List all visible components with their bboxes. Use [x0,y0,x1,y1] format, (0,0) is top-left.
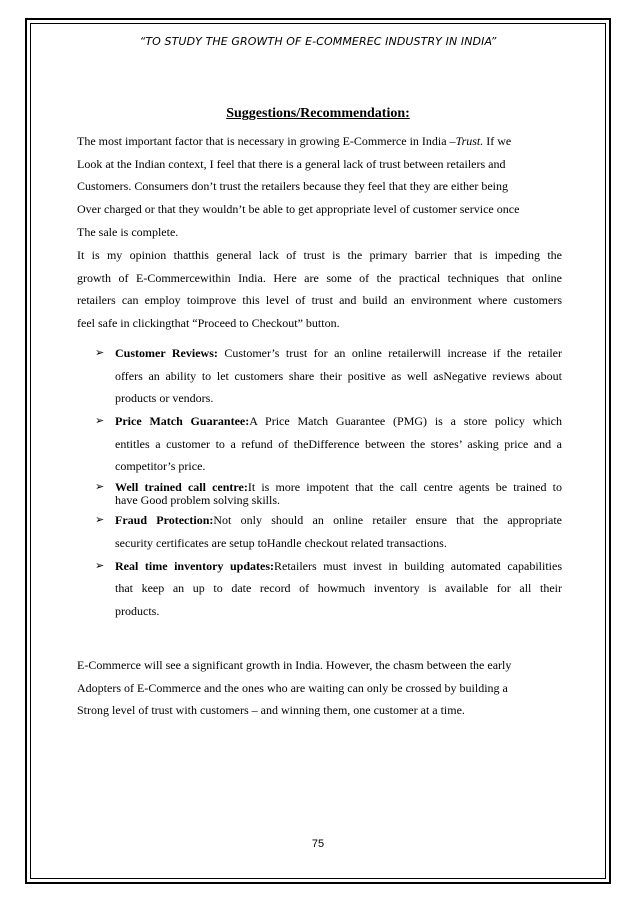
conclusion-paragraph [77,654,562,722]
intro-line: Customers. Consumers don’t trust the retailers because they feel that they are either being [77,179,508,194]
intro-line: Look at the Indian context, I feel that there is a general lack of trust between retailers and [77,156,506,171]
list-item-line: offers an ability to let customers share their positive as well asNegative reviews about [115,368,562,383]
arrow-bullet-icon: ➢ [95,514,105,527]
running-header: “TO STUDY THE GROWTH OF E-COMMEREC INDUSTRY IN INDIA” [139,35,497,48]
list-item-line: security certificates are setup toHandle checkout related transactions. [115,535,447,550]
list-item-inventory-updates [95,555,562,623]
arrow-bullet-icon: ➢ [95,481,105,494]
intro-line: The sale is complete. [77,224,179,239]
intro-line: The most important factor that is necessary in growing E-Commerce in India –Trust. If we [77,134,512,148]
list-item-line: competitor’s price. [115,459,206,474]
list-item-fraud-protection [95,509,562,554]
list-item-line: Fraud Protection:Not only should an online retailer ensure that the appropriate [115,513,562,528]
list-item-price-match [95,410,562,478]
opinion-line: feel safe in clickingthat “Proceed to Checkout” button. [77,316,340,331]
conclusion-line: Strong level of trust with customers – and winning them, one customer at a time. [77,703,465,718]
list-item-line: entitles a customer to a refund of theDifference between the stores’ asking price and a [115,436,562,451]
intro-paragraph [77,130,562,243]
list-item-line: products. [115,603,160,618]
opinion-line: retailers can employ toimprove this level of trust and build an environment where customers [77,293,562,308]
page-number: 75 [311,838,325,850]
opinion-line: growth of E-Commercewithin India. Here are some of the practical techniques that online [77,270,562,285]
recommendation-list [95,342,562,623]
conclusion-line: E-Commerce will see a significant growth in India. However, the chasm between the early [77,658,512,672]
opinion-paragraph [77,244,562,335]
arrow-bullet-icon: ➢ [95,347,105,359]
section-heading: Suggestions/Recommendation: [226,106,410,121]
list-item-line: products or vendors. [115,391,214,406]
arrow-bullet-icon: ➢ [95,559,105,572]
intro-line: Over charged or that they wouldn’t be able to get appropriate level of customer service once [77,202,520,217]
list-item-line: have Good problem solving skills. [115,494,280,508]
list-item-line: Customer Reviews: Customer’s trust for an online retailerwill increase if the retailer [115,346,562,360]
list-item-call-centre [95,481,562,507]
list-item-line: that keep an up to date record of howmuch inventory is available for all their [115,581,562,596]
list-item-customer-reviews [95,342,562,410]
list-item-line: Well trained call centre:It is more impotent that the call centre agents be trained to [115,481,562,495]
list-item-line: Price Match Guarantee:A Price Match Guarantee (PMG) is a store policy which [115,414,562,429]
list-item-line: Real time inventory updates:Retailers must invest in building automated capabilities [115,558,562,573]
arrow-bullet-icon: ➢ [95,415,105,428]
opinion-line: It is my opinion thatthis general lack of trust is the primary barrier that is impeding the [77,248,562,262]
conclusion-line: Adopters of E-Commerce and the ones who are waiting can only be crossed by building a [77,680,508,695]
